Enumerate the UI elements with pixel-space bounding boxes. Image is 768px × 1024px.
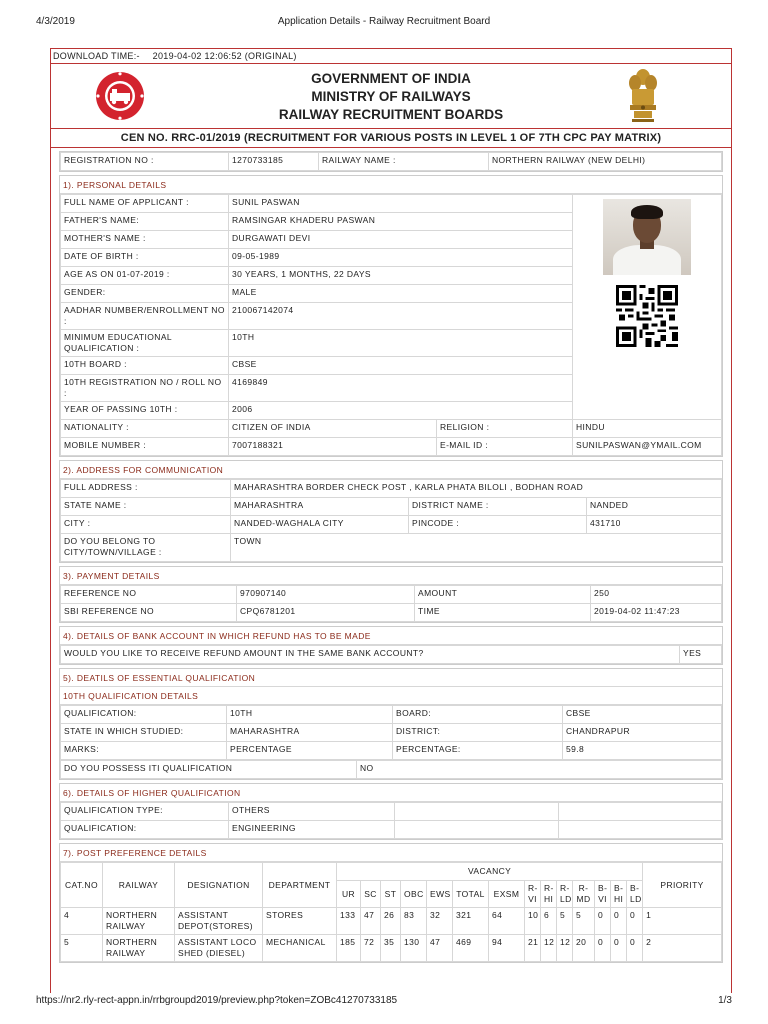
col-ur-header: UR — [337, 881, 361, 908]
post-ews: 32 — [427, 908, 453, 935]
personal-value: 30 YEARS, 1 MONTHS, 22 DAYS — [229, 267, 573, 285]
religion-label: RELIGION : — [437, 420, 573, 438]
state-name-label: STATE NAME : — [61, 498, 231, 516]
post-row — [61, 935, 722, 962]
post-ur: 185 — [337, 935, 361, 962]
personal-value: SUNIL PASWAN — [229, 195, 573, 213]
header-line-rrb: RAILWAY RECRUITMENT BOARDS — [278, 107, 504, 122]
col-rvi-header: R-VI — [525, 881, 541, 908]
marks-value: PERCENTAGE — [227, 742, 393, 760]
address-title: 2). ADDRESS FOR COMMUNICATION — [60, 461, 722, 479]
ashoka-emblem-icon — [626, 67, 660, 125]
marks-label: MARKS: — [61, 742, 227, 760]
nationality-label: NATIONALITY : — [61, 420, 229, 438]
empty-cell — [395, 821, 559, 839]
time-label: TIME — [415, 604, 591, 622]
qualification-type-value: OTHERS — [229, 803, 395, 821]
personal-label: GENDER: — [61, 285, 229, 303]
district-name-value: NANDED — [587, 498, 722, 516]
print-header — [36, 16, 732, 30]
personal-label: AGE AS ON 01-07-2019 : — [61, 267, 229, 285]
time-value: 2019-04-02 11:47:23 — [591, 604, 722, 622]
payment-title: 3). PAYMENT DETAILS — [60, 567, 722, 585]
applicant-photo — [603, 199, 691, 275]
post-rld: 12 — [557, 935, 573, 962]
header-line-government: GOVERNMENT OF INDIA — [311, 71, 471, 86]
higher-qualification-title: 6). DETAILS OF HIGHER QUALIFICATION — [60, 784, 722, 802]
post-sc: 47 — [361, 908, 381, 935]
post-cat: 5 — [61, 935, 103, 962]
col-priority-header: PRIORITY — [643, 863, 722, 908]
post-department: STORES — [263, 908, 337, 935]
belong-value: TOWN — [231, 534, 722, 562]
col-ews-header: EWS — [427, 881, 453, 908]
city-value: NANDED-WAGHALA CITY — [231, 516, 409, 534]
sbi-reference-value: CPQ6781201 — [237, 604, 415, 622]
personal-value: 09-05-1989 — [229, 249, 573, 267]
post-rhi: 6 — [541, 908, 557, 935]
sbi-reference-label: SBI REFERENCE NO — [61, 604, 237, 622]
reference-value: 970907140 — [237, 586, 415, 604]
mobile-label: MOBILE NUMBER : — [61, 438, 229, 456]
payment-row — [61, 604, 722, 622]
personal-label: 10TH REGISTRATION NO / ROLL NO : — [61, 375, 229, 402]
qualification-type-label: QUALIFICATION TYPE: — [61, 803, 229, 821]
post-st: 35 — [381, 935, 401, 962]
address-row — [61, 534, 722, 562]
full-address-value: MAHARASHTRA BORDER CHECK POST , KARLA PHATA BILOLI , BODHAN ROAD — [231, 480, 722, 498]
iti-label: DO YOU POSSESS ITI QUALIFICATION — [61, 761, 357, 779]
iti-value: NO — [357, 761, 722, 779]
higher-qualification-value: ENGINEERING — [229, 821, 395, 839]
email-label: E-MAIL ID : — [437, 438, 573, 456]
post-preference-title: 7). POST PREFERENCE DETAILS — [60, 844, 722, 862]
post-header-row — [61, 863, 722, 881]
post-priority: 2 — [643, 935, 722, 962]
personal-label: 10TH BOARD : — [61, 357, 229, 375]
pincode-value: 431710 — [587, 516, 722, 534]
print-url: https://nr2.rly-rect-appn.in/rrbgroupd2019/preview.php?token=ZOBc41270733185 — [36, 995, 398, 1006]
qualification-row — [61, 706, 722, 724]
personal-label: FATHER'S NAME: — [61, 213, 229, 231]
qualification-row — [61, 724, 722, 742]
col-obc-header: OBC — [401, 881, 427, 908]
tenth-qualification-subtitle: 10TH QUALIFICATION DETAILS — [60, 687, 722, 705]
post-designation: ASSISTANT LOCO SHED (DIESEL) — [175, 935, 263, 962]
studied-district-label: DISTRICT: — [393, 724, 563, 742]
header-brand — [51, 64, 731, 128]
studied-state-label: STATE IN WHICH STUDIED: — [61, 724, 227, 742]
personal-label: YEAR OF PASSING 10TH : — [61, 402, 229, 420]
col-designation-header: DESIGNATION — [175, 863, 263, 908]
photo-qr-cell — [573, 195, 722, 420]
railway-name-label: RAILWAY NAME : — [319, 153, 489, 171]
nationality-row — [61, 420, 722, 438]
post-total: 321 — [453, 908, 489, 935]
iti-row — [61, 761, 722, 779]
empty-cell — [559, 821, 722, 839]
refund-answer: YES — [680, 646, 722, 664]
post-bvi: 0 — [595, 935, 611, 962]
post-preference-section — [59, 843, 723, 963]
religion-value: HINDU — [573, 420, 722, 438]
empty-cell — [395, 803, 559, 821]
reference-label: REFERENCE NO — [61, 586, 237, 604]
post-railway: NORTHERN RAILWAY — [103, 908, 175, 935]
address-section — [59, 460, 723, 563]
personal-details-section — [59, 175, 723, 457]
registration-row — [61, 153, 722, 171]
col-bld-header: B-LD — [627, 881, 643, 908]
col-bhi-header: B-HI — [611, 881, 627, 908]
header-line-ministry: MINISTRY OF RAILWAYS — [311, 89, 471, 104]
post-designation: ASSISTANT DEPOT(STORES) — [175, 908, 263, 935]
post-cat: 4 — [61, 908, 103, 935]
mobile-value: 7007188321 — [229, 438, 437, 456]
download-time-value: 2019-04-02 12:06:52 (ORIGINAL) — [152, 51, 297, 61]
personal-label: FULL NAME OF APPLICANT : — [61, 195, 229, 213]
personal-value: 210067142074 — [229, 303, 573, 330]
registration-section — [59, 151, 723, 172]
post-ur: 133 — [337, 908, 361, 935]
essential-qualification-title: 5). DEATILS OF ESSENTIAL QUALIFICATION — [60, 669, 722, 687]
post-rmd: 20 — [573, 935, 595, 962]
col-cat-header: CAT.NO — [61, 863, 103, 908]
post-railway: NORTHERN RAILWAY — [103, 935, 175, 962]
post-bld: 0 — [627, 935, 643, 962]
personal-value: DURGAWATI DEVI — [229, 231, 573, 249]
higher-qualification-label: QUALIFICATION: — [61, 821, 229, 839]
post-st: 26 — [381, 908, 401, 935]
qualification-value: 10TH — [227, 706, 393, 724]
board-label: BOARD: — [393, 706, 563, 724]
personal-row — [61, 195, 722, 213]
personal-label: MINIMUM EDUCATIONAL QUALIFICATION : — [61, 330, 229, 357]
post-bhi: 0 — [611, 935, 627, 962]
post-row — [61, 908, 722, 935]
full-address-label: FULL ADDRESS : — [61, 480, 231, 498]
post-bvi: 0 — [595, 908, 611, 935]
personal-value: CBSE — [229, 357, 573, 375]
download-time-label: DOWNLOAD TIME:- — [53, 51, 140, 61]
bank-section — [59, 626, 723, 665]
percentage-label: PERCENTAGE: — [393, 742, 563, 760]
post-priority: 1 — [643, 908, 722, 935]
email-value: SUNILPASWAN@YMAIL.COM — [573, 438, 722, 456]
personal-value: 10TH — [229, 330, 573, 357]
col-rmd-header: R-MD — [573, 881, 595, 908]
post-rvi: 10 — [525, 908, 541, 935]
address-row — [61, 516, 722, 534]
amount-label: AMOUNT — [415, 586, 591, 604]
post-rld: 5 — [557, 908, 573, 935]
district-name-label: DISTRICT NAME : — [409, 498, 587, 516]
personal-value: 2006 — [229, 402, 573, 420]
studied-district-value: CHANDRAPUR — [563, 724, 722, 742]
vacancy-header: VACANCY — [337, 863, 643, 881]
payment-row — [61, 586, 722, 604]
col-rld-header: R-LD — [557, 881, 573, 908]
col-sc-header: SC — [361, 881, 381, 908]
print-footer — [36, 995, 732, 1009]
post-bhi: 0 — [611, 908, 627, 935]
personal-label: AADHAR NUMBER/ENROLLMENT NO : — [61, 303, 229, 330]
bank-title: 4). DETAILS OF BANK ACCOUNT IN WHICH REFUND HAS TO BE MADE — [60, 627, 722, 645]
qr-code-icon — [612, 285, 682, 347]
pincode-label: PINCODE : — [409, 516, 587, 534]
nationality-value: CITIZEN OF INDIA — [229, 420, 437, 438]
personal-value: 4169849 — [229, 375, 573, 402]
percentage-value: 59.8 — [563, 742, 722, 760]
refund-question: WOULD YOU LIKE TO RECEIVE REFUND AMOUNT IN THE SAME BANK ACCOUNT? — [61, 646, 680, 664]
post-sc: 72 — [361, 935, 381, 962]
essential-qualification-section — [59, 668, 723, 780]
print-page-number: 1/3 — [718, 995, 732, 1006]
post-exsm: 64 — [489, 908, 525, 935]
post-obc: 83 — [401, 908, 427, 935]
download-time-row — [51, 49, 731, 64]
col-total-header: TOTAL — [453, 881, 489, 908]
studied-state-value: MAHARASHTRA — [227, 724, 393, 742]
amount-value: 250 — [591, 586, 722, 604]
print-date: 4/3/2019 — [36, 16, 75, 27]
address-row — [61, 480, 722, 498]
post-rvi: 21 — [525, 935, 541, 962]
post-department: MECHANICAL — [263, 935, 337, 962]
post-obc: 130 — [401, 935, 427, 962]
personal-label: DATE OF BIRTH : — [61, 249, 229, 267]
qualification-row — [61, 742, 722, 760]
mobile-row — [61, 438, 722, 456]
post-rhi: 12 — [541, 935, 557, 962]
city-label: CITY : — [61, 516, 231, 534]
payment-section — [59, 566, 723, 623]
col-rhi-header: R-HI — [541, 881, 557, 908]
col-bvi-header: B-VI — [595, 881, 611, 908]
post-ews: 47 — [427, 935, 453, 962]
post-rmd: 5 — [573, 908, 595, 935]
bank-row — [61, 646, 722, 664]
registration-label: REGISTRATION NO : — [61, 153, 229, 171]
col-railway-header: RAILWAY — [103, 863, 175, 908]
cen-banner: CEN NO. RRC-01/2019 (RECRUITMENT FOR VARIOUS POSTS IN LEVEL 1 OF 7TH CPC PAY MATRIX) — [51, 128, 731, 148]
higher-qualification-section — [59, 783, 723, 840]
print-page-title: Application Details - Railway Recruitment Board — [277, 16, 491, 27]
board-value: CBSE — [563, 706, 722, 724]
state-name-value: MAHARASHTRA — [231, 498, 409, 516]
personal-label: MOTHER'S NAME : — [61, 231, 229, 249]
post-bld: 0 — [627, 908, 643, 935]
belong-label: DO YOU BELONG TO CITY/TOWN/VILLAGE : — [61, 534, 231, 562]
post-total: 469 — [453, 935, 489, 962]
higher-qualification-row — [61, 803, 722, 821]
address-row — [61, 498, 722, 516]
empty-cell — [559, 803, 722, 821]
registration-value: 1270733185 — [229, 153, 319, 171]
railway-name-value: NORTHERN RAILWAY (NEW DELHI) — [489, 153, 722, 171]
col-department-header: DEPARTMENT — [263, 863, 337, 908]
application-sheet — [50, 48, 732, 993]
personal-value: MALE — [229, 285, 573, 303]
col-st-header: ST — [381, 881, 401, 908]
qualification-label: QUALIFICATION: — [61, 706, 227, 724]
post-exsm: 94 — [489, 935, 525, 962]
col-exsm-header: EXSM — [489, 881, 525, 908]
higher-qualification-row — [61, 821, 722, 839]
personal-details-title: 1). PERSONAL DETAILS — [60, 176, 722, 194]
personal-value: RAMSINGAR KHADERU PASWAN — [229, 213, 573, 231]
